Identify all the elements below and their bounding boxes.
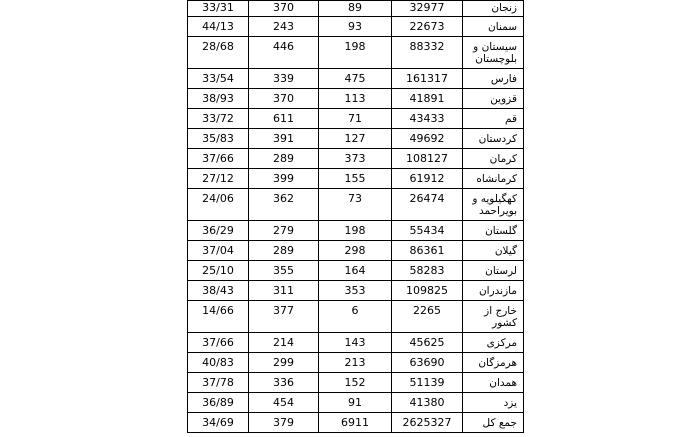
percent-cell: 37/04 bbox=[188, 241, 249, 261]
table-row bbox=[188, 89, 524, 109]
table-row bbox=[188, 241, 524, 261]
percent-cell: 28/68 bbox=[188, 37, 249, 69]
table-row bbox=[188, 301, 524, 333]
value-cell: 155 bbox=[319, 169, 392, 189]
value-cell: 279 bbox=[249, 221, 319, 241]
value-cell: 399 bbox=[249, 169, 319, 189]
total-cell: 86361 bbox=[392, 241, 463, 261]
value-cell: 289 bbox=[249, 241, 319, 261]
total-cell: 43433 bbox=[392, 109, 463, 129]
province-cell: مازندران bbox=[463, 281, 524, 301]
value-cell: 336 bbox=[249, 373, 319, 393]
province-cell: هرمزگان bbox=[463, 353, 524, 373]
percent-cell: 37/78 bbox=[188, 373, 249, 393]
total-cell: 26474 bbox=[392, 189, 463, 221]
value-cell: 6911 bbox=[319, 413, 392, 433]
percent-cell: 33/31 bbox=[188, 1, 249, 17]
percent-cell: 27/12 bbox=[188, 169, 249, 189]
province-cell: کرمانشاه bbox=[463, 169, 524, 189]
table-row bbox=[188, 37, 524, 69]
value-cell: 127 bbox=[319, 129, 392, 149]
table-row bbox=[188, 129, 524, 149]
table-row-total bbox=[188, 413, 524, 433]
percent-cell: 38/93 bbox=[188, 89, 249, 109]
value-cell: 446 bbox=[249, 37, 319, 69]
total-cell: 2265 bbox=[392, 301, 463, 333]
value-cell: 113 bbox=[319, 89, 392, 109]
value-cell: 89 bbox=[319, 1, 392, 17]
percent-cell: 24/06 bbox=[188, 189, 249, 221]
percent-cell: 33/54 bbox=[188, 69, 249, 89]
value-cell: 143 bbox=[319, 333, 392, 353]
percent-cell: 40/83 bbox=[188, 353, 249, 373]
value-cell: 377 bbox=[249, 301, 319, 333]
total-cell: 2625327 bbox=[392, 413, 463, 433]
percent-cell: 33/72 bbox=[188, 109, 249, 129]
percent-cell: 36/89 bbox=[188, 393, 249, 413]
total-cell: 63690 bbox=[392, 353, 463, 373]
total-cell: 49692 bbox=[392, 129, 463, 149]
province-statistics-table bbox=[187, 0, 524, 433]
total-cell: 22673 bbox=[392, 17, 463, 37]
value-cell: 339 bbox=[249, 69, 319, 89]
value-cell: 243 bbox=[249, 17, 319, 37]
province-cell: فارس bbox=[463, 69, 524, 89]
province-cell: قم bbox=[463, 109, 524, 129]
total-cell: 51139 bbox=[392, 373, 463, 393]
value-cell: 353 bbox=[319, 281, 392, 301]
province-cell: سمنان bbox=[463, 17, 524, 37]
value-cell: 475 bbox=[319, 69, 392, 89]
table-row bbox=[188, 393, 524, 413]
province-cell: همدان bbox=[463, 373, 524, 393]
value-cell: 152 bbox=[319, 373, 392, 393]
table-row bbox=[188, 373, 524, 393]
province-cell: جمع کل bbox=[463, 413, 524, 433]
total-cell: 88332 bbox=[392, 37, 463, 69]
total-cell: 109825 bbox=[392, 281, 463, 301]
total-cell: 41380 bbox=[392, 393, 463, 413]
value-cell: 362 bbox=[249, 189, 319, 221]
value-cell: 355 bbox=[249, 261, 319, 281]
value-cell: 71 bbox=[319, 109, 392, 129]
percent-cell: 37/66 bbox=[188, 333, 249, 353]
table-row bbox=[188, 109, 524, 129]
value-cell: 289 bbox=[249, 149, 319, 169]
table-row bbox=[188, 169, 524, 189]
table-row bbox=[188, 333, 524, 353]
value-cell: 611 bbox=[249, 109, 319, 129]
total-cell: 61912 bbox=[392, 169, 463, 189]
table-row bbox=[188, 17, 524, 37]
province-cell: یزد bbox=[463, 393, 524, 413]
total-cell: 58283 bbox=[392, 261, 463, 281]
table-row bbox=[188, 69, 524, 89]
percent-cell: 25/10 bbox=[188, 261, 249, 281]
value-cell: 164 bbox=[319, 261, 392, 281]
total-cell: 161317 bbox=[392, 69, 463, 89]
value-cell: 93 bbox=[319, 17, 392, 37]
total-cell: 108127 bbox=[392, 149, 463, 169]
value-cell: 213 bbox=[319, 353, 392, 373]
table-row bbox=[188, 1, 524, 17]
table-row bbox=[188, 261, 524, 281]
province-cell: گیلان bbox=[463, 241, 524, 261]
table-body bbox=[188, 1, 524, 433]
percent-cell: 37/66 bbox=[188, 149, 249, 169]
value-cell: 379 bbox=[249, 413, 319, 433]
table-row bbox=[188, 353, 524, 373]
province-cell: خارج از کشور bbox=[463, 301, 524, 333]
value-cell: 91 bbox=[319, 393, 392, 413]
province-cell: کرمان bbox=[463, 149, 524, 169]
value-cell: 198 bbox=[319, 221, 392, 241]
table-row bbox=[188, 149, 524, 169]
total-cell: 32977 bbox=[392, 1, 463, 17]
total-cell: 55434 bbox=[392, 221, 463, 241]
table-row bbox=[188, 281, 524, 301]
province-cell: سیستان و بلوچستان bbox=[463, 37, 524, 69]
value-cell: 454 bbox=[249, 393, 319, 413]
percent-cell: 34/69 bbox=[188, 413, 249, 433]
value-cell: 73 bbox=[319, 189, 392, 221]
total-cell: 41891 bbox=[392, 89, 463, 109]
total-cell: 45625 bbox=[392, 333, 463, 353]
province-cell: لرستان bbox=[463, 261, 524, 281]
province-cell: مرکزی bbox=[463, 333, 524, 353]
percent-cell: 36/29 bbox=[188, 221, 249, 241]
province-cell: زنجان bbox=[463, 1, 524, 17]
table-row bbox=[188, 221, 524, 241]
value-cell: 311 bbox=[249, 281, 319, 301]
value-cell: 298 bbox=[319, 241, 392, 261]
province-cell: قزوین bbox=[463, 89, 524, 109]
value-cell: 370 bbox=[249, 89, 319, 109]
percent-cell: 14/66 bbox=[188, 301, 249, 333]
province-cell: گلستان bbox=[463, 221, 524, 241]
value-cell: 198 bbox=[319, 37, 392, 69]
percent-cell: 35/83 bbox=[188, 129, 249, 149]
data-table-container bbox=[187, 0, 517, 433]
percent-cell: 44/13 bbox=[188, 17, 249, 37]
value-cell: 370 bbox=[249, 1, 319, 17]
value-cell: 373 bbox=[319, 149, 392, 169]
table-row bbox=[188, 189, 524, 221]
percent-cell: 38/43 bbox=[188, 281, 249, 301]
province-cell: کردستان bbox=[463, 129, 524, 149]
value-cell: 391 bbox=[249, 129, 319, 149]
value-cell: 214 bbox=[249, 333, 319, 353]
value-cell: 6 bbox=[319, 301, 392, 333]
value-cell: 299 bbox=[249, 353, 319, 373]
province-cell: کهگیلویه و بویراحمد bbox=[463, 189, 524, 221]
